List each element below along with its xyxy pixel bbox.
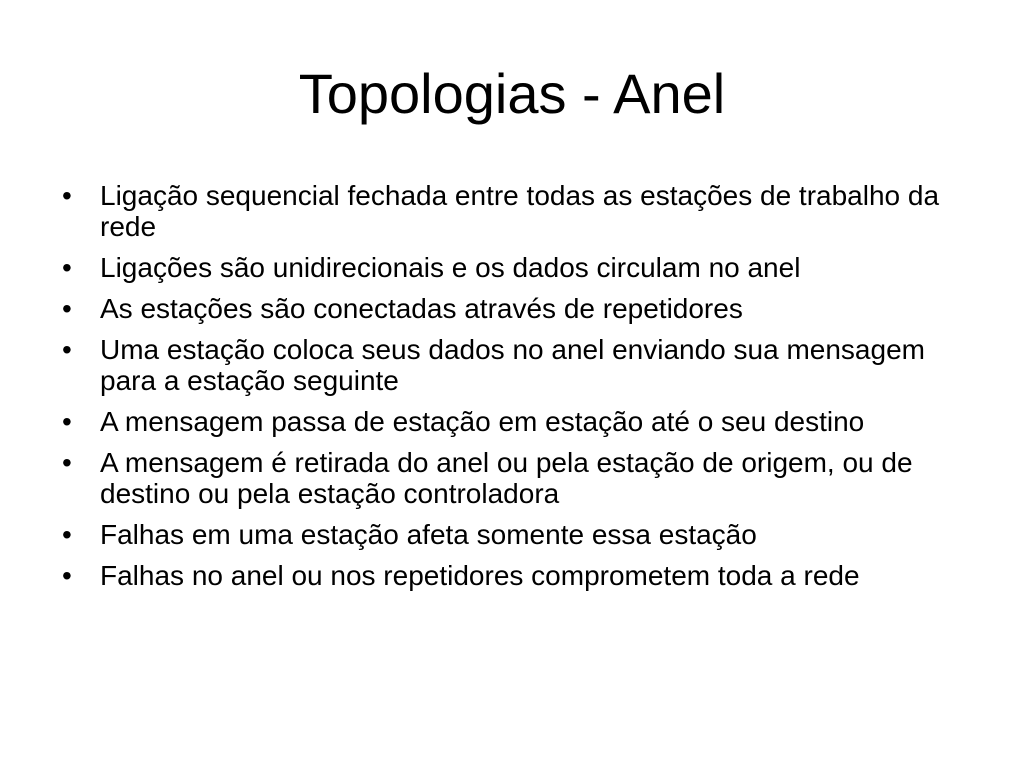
bullet-item bbox=[62, 252, 972, 283]
bullet-dot-icon: • bbox=[62, 447, 72, 478]
bullet-item bbox=[62, 180, 972, 242]
bullet-item bbox=[62, 334, 972, 396]
bullet-dot-icon: • bbox=[62, 180, 72, 211]
bullet-text: A mensagem passa de estação em estação até o seu destino bbox=[100, 406, 865, 437]
bullet-text: Ligação sequencial fechada entre todas as estações de trabalho da rede bbox=[100, 180, 940, 242]
bullet-text: Falhas em uma estação afeta somente essa estação bbox=[100, 519, 757, 550]
bullet-text: A mensagem é retirada do anel ou pela estação de origem, ou de destino ou pela estação controladora bbox=[100, 447, 913, 509]
bullet-text: Ligações são unidirecionais e os dados circulam no anel bbox=[100, 252, 801, 283]
bullet-list bbox=[62, 180, 972, 601]
slide-title: Topologias - Anel bbox=[298, 62, 726, 125]
bullet-item bbox=[62, 560, 972, 591]
bullet-dot-icon: • bbox=[62, 560, 72, 591]
bullet-dot-icon: • bbox=[62, 406, 72, 437]
bullet-item bbox=[62, 519, 972, 550]
bullet-text: Uma estação coloca seus dados no anel enviando sua mensagem para a estação seguinte bbox=[100, 334, 925, 396]
bullet-item bbox=[62, 406, 972, 437]
bullet-dot-icon: • bbox=[62, 252, 72, 283]
bullet-dot-icon: • bbox=[62, 519, 72, 550]
bullet-item bbox=[62, 293, 972, 324]
bullet-item bbox=[62, 447, 972, 509]
bullet-dot-icon: • bbox=[62, 334, 72, 365]
bullet-text: Falhas no anel ou nos repetidores comprometem toda a rede bbox=[100, 560, 860, 591]
bullet-text: As estações são conectadas através de repetidores bbox=[100, 293, 743, 324]
bullet-dot-icon: • bbox=[62, 293, 72, 324]
